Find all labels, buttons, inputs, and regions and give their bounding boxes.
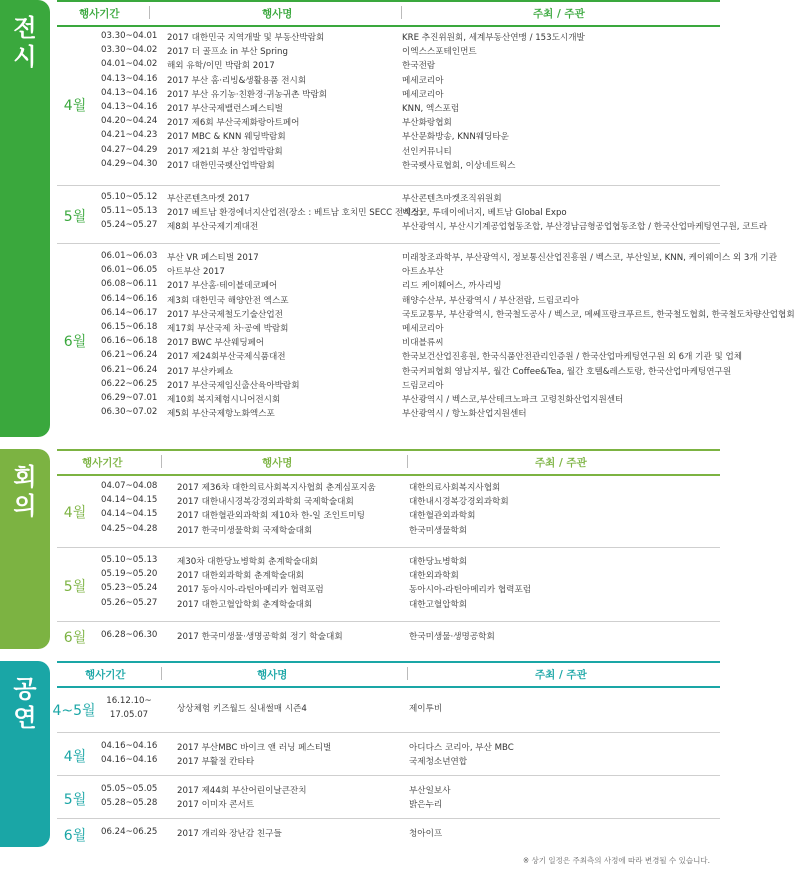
event-host: 부산광역시 / 항노화산업지원센터: [402, 409, 527, 420]
event-name: 2017 부산국제임신출산육아박람회: [167, 380, 300, 391]
header-host: 주최 / 주관: [535, 457, 587, 469]
event-host: 리드 케이훼어스, 까사리빙: [402, 281, 502, 292]
event-host: 대한고혈압학회: [409, 599, 468, 610]
event-host: 부산일보사: [409, 786, 451, 796]
event-host: 한국커피협회 영남지부, 월간 Coffee&Tea, 월간 호텔&레스토랑, 한국산업마케팅연구원: [402, 366, 732, 377]
event-period: 04.14~04.15: [101, 495, 158, 506]
performance-title-1: 공: [13, 675, 37, 703]
event-name: 제30차 대한당뇨병학회 춘계학술대회: [177, 557, 318, 567]
conference-title-1: 회: [13, 463, 37, 491]
event-period: 06.22~06.25: [101, 378, 158, 389]
table-row: [57, 598, 720, 611]
exhibition-group-june: [57, 244, 795, 437]
event-name: 2017 MBC & KNN 웨딩박람회: [167, 132, 286, 143]
conference-table: [57, 449, 720, 649]
event-period: 04.29~04.30: [101, 158, 158, 169]
event-period: 04.16~04.16: [101, 755, 158, 766]
event-name: 2017 제24회부산국제식품대전: [167, 352, 286, 363]
event-host: 부산콘텐츠마켓조직위원회: [402, 194, 502, 204]
month-label: 5월: [63, 579, 87, 595]
table-row: [57, 145, 720, 158]
event-period: 04.13~04.16: [101, 102, 158, 112]
month-label: 4월: [63, 505, 87, 521]
event-name: 2017 한국미생물학회 국제학술대회: [177, 525, 313, 536]
table-row: [57, 350, 743, 363]
event-name: 2017 제21회 부산 창업박람회: [167, 146, 283, 157]
event-period: 04.21~04.23: [101, 130, 158, 141]
event-host: 미래창조과학부, 부산광역시, 정보통신산업진흥원 / 벡스코, 부산일보, KNN, 케이웨이스 외 3개 기관: [402, 253, 777, 263]
event-host: 드림코리아: [402, 380, 444, 391]
event-name: 아트부산 2017: [167, 267, 225, 278]
event-host: KRE 추진위원회, 세계부동산연맹 / 153도시개발: [402, 33, 585, 43]
event-period: 06.14~06.17: [101, 307, 158, 318]
table-row: [57, 755, 720, 768]
conference-header: [57, 449, 720, 476]
event-period: 06.29~07.01: [101, 393, 158, 403]
event-period: 04.13~04.16: [101, 73, 158, 84]
event-period: 06.08~06.11: [101, 279, 158, 290]
table-row: [57, 31, 720, 44]
month-label: 6월: [63, 630, 87, 646]
event-host: 부산문화방송, KNN웨딩타운: [402, 132, 509, 143]
event-name: 2017 대한내시경복강경외과학회 국제학술대회: [177, 497, 354, 508]
event-period: 04.27~04.29: [101, 144, 158, 155]
event-name: 2017 부산국제철도기술산업전: [167, 309, 283, 320]
table-row: [57, 393, 720, 406]
event-host: 제이투비: [409, 704, 443, 714]
table-row: [57, 265, 720, 278]
header-host: 주최 / 주관: [533, 8, 585, 20]
table-row: [57, 583, 720, 596]
table-row: [57, 827, 720, 840]
event-name: 2017 베트남 환경에너지산업전(장소 : 베트남 호치민 SECC 전시장): [167, 208, 424, 219]
table-row: [57, 45, 720, 58]
table-row: [57, 555, 720, 568]
table-row: [57, 569, 720, 582]
table-row: [57, 88, 720, 101]
table-row: [57, 192, 720, 205]
event-host: 아디다스 코리아, 부산 MBC: [409, 743, 514, 753]
event-name: 2017 대한민국펫산업박람회: [167, 160, 275, 171]
table-row: [57, 630, 720, 643]
header-name: 행사명: [262, 8, 293, 20]
performance-group-apr-may: [52, 686, 720, 733]
table-row: [57, 59, 720, 72]
event-host: 부산광역시 / 벡스코,부산테크노파크 고령친화산업지원센터: [402, 395, 624, 405]
exhibition-title-2: 시: [13, 42, 37, 71]
event-name: 2017 대한고혈압학회 춘계학술대회: [177, 599, 313, 610]
table-row: [57, 798, 720, 811]
event-period: 05.05~05.05: [101, 784, 158, 794]
event-period: 05.28~05.28: [101, 798, 158, 809]
event-host: 동아시아-라틴아메리카 협력포럼: [409, 585, 532, 596]
event-name: 2017 부산MBC 바이크 앤 러닝 페스티벌: [177, 743, 332, 753]
event-period: 06.28~06.30: [101, 630, 158, 640]
event-name: 2017 대한혈관외과학회 제10차 한-일 조인트미팅: [177, 511, 365, 522]
event-period: 04.07~04.08: [101, 481, 158, 491]
event-host: 한국미생물학회: [409, 525, 468, 536]
table-row: [57, 696, 720, 720]
table-row: [57, 322, 720, 335]
footnote: ※ 상기 일정은 주최측의 사정에 따라 변경될 수 있습니다.: [522, 856, 710, 865]
event-name: 2017 대한외과학회 춘계학술대회: [177, 571, 304, 582]
table-row: [57, 130, 720, 143]
month-label: 6월: [63, 828, 87, 844]
event-host: 한국미생물·생명공학회: [409, 632, 495, 642]
event-host: 한국펫사료협회, 이상네트웍스: [402, 160, 516, 171]
conference-group-april: [57, 474, 720, 548]
event-host: 국토교통부, 부산광역시, 한국철도공사 / 벡스코, 메쎄프랑크푸르트, 한국철도협회, 한국철도차량산업협회: [402, 309, 795, 320]
event-period: 04.25~04.28: [101, 523, 158, 534]
exhibition-tab: [0, 0, 50, 437]
month-label: 5월: [63, 209, 87, 225]
event-name: 제5회 부산국제항노화엑스포: [167, 409, 275, 420]
header-name: 행사명: [257, 669, 288, 681]
event-host: 한국전람: [402, 61, 436, 72]
event-period: 06.01~06.05: [101, 265, 158, 276]
event-name: 2017 부산국제밸런스페스티벌: [167, 104, 283, 114]
event-name: 2017 제44회 부산어린이날큰잔치: [177, 786, 307, 796]
table-row: [57, 509, 720, 522]
event-name: 제8회 부산국제기계대전: [167, 222, 259, 233]
event-host: 해양수산부, 부산광역시 / 부산전람, 드림코리아: [402, 295, 580, 306]
event-period: 05.11~05.13: [101, 206, 158, 217]
exhibition-group-april: [57, 25, 720, 186]
event-host: 대한혈관외과학회: [409, 511, 476, 522]
table-row: [57, 294, 720, 307]
event-period: 04.13~04.16: [101, 87, 158, 98]
event-name: 2017 대한민국 지역개발 및 부동산박람회: [167, 33, 325, 43]
table-row: [57, 524, 720, 537]
event-period: 05.10~05.13: [101, 555, 158, 565]
event-host: 메세코리아: [402, 324, 444, 334]
event-name: 부산 VR 페스티벌 2017: [167, 253, 259, 263]
performance-title-2: 연: [13, 703, 37, 732]
event-name: 2017 개리와 장난감 친구들: [177, 829, 282, 839]
event-name: 제10회 복지체험시니어전시회: [167, 395, 281, 405]
header-name: 행사명: [262, 457, 293, 469]
event-name: 제17회 부산국제 차·공예 박람회: [167, 324, 289, 334]
performance-header: [57, 661, 720, 688]
event-name: 2017 부산홈·테이블데코페어: [167, 281, 278, 292]
event-host: 아트쇼부산: [402, 267, 444, 278]
table-row: [57, 220, 768, 233]
performance-group-june: [57, 819, 720, 847]
performance-tab: [0, 661, 50, 847]
table-row: [57, 336, 720, 349]
conference-section: [0, 449, 720, 649]
header-period: 행사기간: [85, 669, 126, 681]
event-host: 이엑스스포테인먼트: [402, 47, 477, 58]
event-name: 부산콘텐츠마켓 2017: [167, 194, 250, 204]
event-period: 05.23~05.24: [101, 583, 158, 594]
table-row: [57, 102, 720, 115]
header-host: 주최 / 주관: [535, 669, 587, 681]
table-row: [57, 379, 720, 392]
event-period: 04.20~04.24: [101, 116, 158, 127]
event-period: 06.24~06.25: [101, 827, 158, 837]
event-host: 비대블류씨: [402, 338, 444, 349]
header-period: 행사기간: [79, 8, 120, 20]
event-name: 2017 BWC 부산웨딩페어: [167, 338, 265, 349]
table-row: [57, 307, 795, 321]
event-period: 05.24~05.27: [101, 220, 158, 231]
event-host: 선인커뮤니티: [402, 146, 452, 157]
conference-title-2: 의: [13, 491, 37, 520]
event-period: 04.16~04.16: [101, 741, 158, 751]
exhibition-group-may: [57, 186, 768, 244]
event-period: 06.14~06.16: [101, 293, 158, 304]
table-row: [57, 116, 720, 129]
event-name: 2017 동아시아-라틴아메리카 협력포럼: [177, 585, 324, 596]
event-host: 국제청소년연합: [409, 757, 468, 768]
table-row: [57, 251, 777, 264]
event-host: 밝은누리: [409, 800, 443, 811]
event-name: 제3회 대한민국 해양안전 엑스포: [167, 295, 289, 306]
event-host: 메세코리아: [402, 89, 444, 100]
event-host: 부산광역시, 부산시기계공업협동조합, 부산경남금형공업협동조합 / 한국산업마케팅연구원, 코트라: [402, 222, 768, 233]
event-host: 한국보건산업진흥원, 한국식품안전관리인증원 / 한국산업마케팅연구원 외 6개 기관 및 업체: [402, 352, 743, 363]
event-period: 03.30~04.01: [101, 31, 158, 41]
table-row: [57, 407, 720, 420]
event-host: 메세코리아: [402, 75, 444, 86]
table-row: [57, 279, 720, 292]
event-period: 16.12.10~ 17.05.07: [106, 696, 152, 720]
event-period: 06.21~06.24: [101, 364, 158, 375]
performance-section: [0, 661, 720, 847]
table-row: [57, 74, 720, 87]
event-period: 04.01~04.02: [101, 59, 158, 70]
month-label: 4월: [63, 749, 87, 765]
table-row: [57, 741, 720, 754]
month-label: 5월: [63, 792, 87, 808]
performance-table: [52, 661, 720, 847]
table-row: [57, 784, 720, 797]
event-period: 04.14~04.15: [101, 509, 158, 520]
event-host: 대한당뇨병학회: [409, 557, 468, 567]
conference-tab: [0, 449, 50, 649]
event-period: 06.01~06.03: [101, 251, 158, 261]
event-host: 대한의료사회복지사협회: [409, 483, 501, 493]
event-name: 2017 더 골프쇼 in 부산 Spring: [167, 47, 288, 58]
performance-group-april: [57, 733, 720, 776]
event-name: 2017 한국미생물·생명공학회 정기 학술대회: [177, 632, 343, 642]
event-period: 06.16~06.18: [101, 336, 158, 347]
event-period: 06.21~06.24: [101, 350, 158, 361]
performance-group-may: [57, 776, 720, 819]
exhibition-header: [57, 0, 720, 27]
event-name: 2017 부산 홈·리빙&생활용품 전시회: [167, 75, 307, 86]
month-label: 4월: [63, 98, 87, 114]
event-period: 05.19~05.20: [101, 569, 158, 580]
conference-group-may: [57, 548, 720, 622]
exhibition-table: [57, 0, 795, 437]
table-row: [57, 495, 720, 508]
event-name: 해외 유학/이민 박람회 2017: [167, 61, 275, 72]
conference-group-june: [57, 622, 720, 649]
event-period: 05.10~05.12: [101, 192, 158, 202]
event-host: KNN, 엑스포럼: [402, 104, 460, 114]
event-name: 2017 부활절 칸타타: [177, 757, 255, 768]
event-host: 청아이프: [409, 829, 443, 839]
event-host: 대한내시경복강경외과학회: [409, 497, 509, 508]
event-name: 2017 부산카페쇼: [167, 366, 234, 377]
table-row: [57, 159, 720, 172]
header-period: 행사기간: [82, 457, 123, 469]
table-row: [57, 206, 720, 219]
event-name: 2017 부산 유기농·친환경·귀농귀촌 박람회: [167, 89, 328, 100]
table-row: [57, 481, 720, 494]
event-host: 부산화랑협회: [402, 118, 452, 129]
event-period: 06.15~06.18: [101, 322, 158, 332]
event-period: 06.30~07.02: [101, 407, 158, 418]
event-name: 2017 이미자 콘서트: [177, 800, 255, 811]
event-period: 03.30~04.02: [101, 45, 158, 56]
month-label: 4~5월: [52, 703, 96, 719]
event-host: 대한외과학회: [409, 571, 459, 582]
event-period: 05.26~05.27: [101, 597, 158, 608]
month-label: 6월: [63, 334, 87, 350]
exhibition-title-1: 전: [13, 14, 37, 42]
event-name: 2017 제36차 대한의료사회복지사협회 춘계심포지움: [177, 483, 376, 493]
table-row: [57, 364, 732, 378]
event-name: 2017 제6회 부산국제화랑아트페어: [167, 118, 300, 129]
event-name: 상상체험 키즈월드 실내썰매 시즌4: [177, 704, 307, 714]
event-host: 벡스코, 투데이에너지, 베트남 Global Expo: [402, 208, 567, 219]
